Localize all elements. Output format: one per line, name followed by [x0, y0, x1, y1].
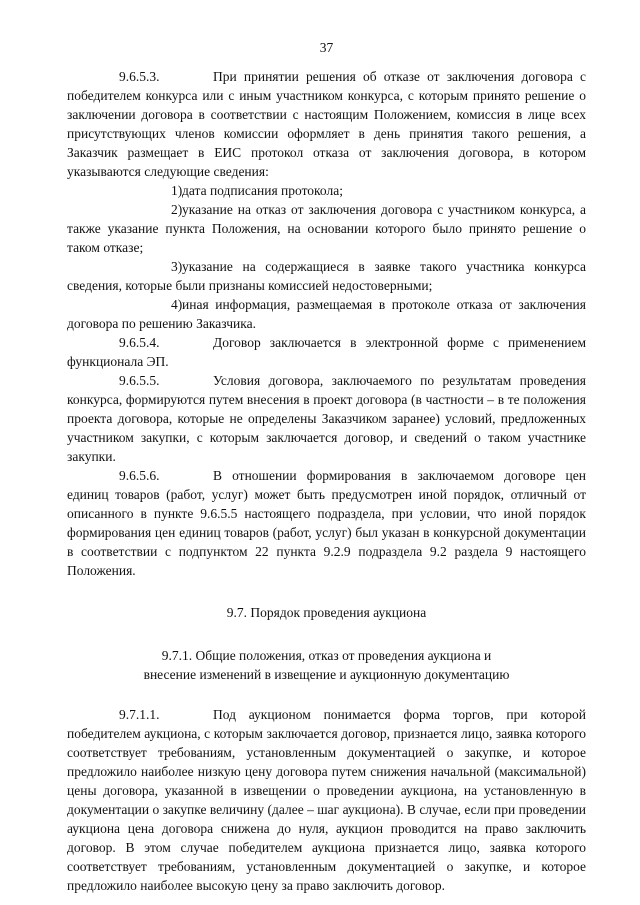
- subsection-heading-line-1: 9.7.1. Общие положения, отказ от проведения аукциона и: [161, 648, 492, 663]
- list-item-text: дата подписания протокола;: [182, 183, 343, 198]
- clause-text: Условия договора, заключаемого по результатам проведения конкурса, формируются путем внесения в проект договора (в частности – в те положения проекта договора, которые не определены Заказчиком заранее) условий, предложенных участником закупки, с которым заключается договор, и сведений о таком участнике закупки.: [67, 373, 586, 464]
- list-item-1: [67, 181, 586, 200]
- list-item-text: указание на содержащиеся в заявке такого участника конкурса сведения, которые были признаны комиссией недостоверными;: [67, 259, 586, 293]
- clause-9-7-1-1: [67, 705, 586, 895]
- list-item-4: [67, 295, 586, 333]
- list-item-3: [67, 257, 586, 295]
- page-number: 37: [319, 40, 334, 55]
- list-item-number: 2): [171, 202, 183, 217]
- clause-9-6-5-5: [67, 371, 586, 466]
- list-item-text: указание на отказ от заключения договора с участником конкурса, а также указание пункта Положения, на основании которого было принято решение о таком отказе;: [67, 202, 586, 255]
- clause-text: В отношении формирования в заключаемом договоре цен единиц товаров (работ, услуг) может быть предусмотрен иной порядок, отличный от описанного в пункте 9.6.5.5 настоящего подраздела, при условии, что иной порядок формирования цен единиц товаров (работ, услуг) был указан в конкурсной документации в соответствии с подпунктом 22 пункта 9.2.9 подраздела 9.2 раздела 9 настоящего Положения.: [67, 468, 586, 578]
- clause-text: Договор заключается в электронной форме с применением функционала ЭП.: [67, 335, 586, 369]
- list-item-text: иная информация, размещаемая в протоколе отказа от заключения договора по решению Заказчика.: [67, 297, 586, 331]
- clause-number: 9.6.5.6.: [119, 468, 160, 483]
- list-item-2: [67, 200, 586, 257]
- clause-number: 9.6.5.4.: [119, 335, 160, 350]
- clause-text: При принятии решения об отказе от заключения договора с победителем конкурса или с иным участником конкурса, с которым принято решение о заключении договора в соответствии с настоящим Положением, комиссия в лице всех присутствующих членов комиссии оформляет в день принятия такого решения, а Заказчик размещает в ЕИС протокол отказа от заключения договора, в котором указываются следующие сведения:: [67, 69, 586, 179]
- list-item-number: 4): [171, 297, 183, 312]
- clause-9-6-5-4: [67, 333, 586, 371]
- section-heading-9-7: 9.7. Порядок проведения аукциона: [226, 605, 427, 620]
- clause-number: 9.6.5.5.: [119, 373, 160, 388]
- clause-number: 9.7.1.1.: [119, 707, 160, 722]
- clause-number: 9.6.5.3.: [119, 69, 160, 84]
- clause-text: Под аукционом понимается форма торгов, при которой победителем аукциона, с которым заключается договор, признается лицо, заявка которого соответствует требованиям, установленным документацией о закупке, и которое предложило наиболее низкую цену договора путем снижения начальной (максимальной) цены договора, указанной в извещении о проведении аукциона, на установленную в документации о закупке величину (далее – шаг аукциона). В случае, если при проведении аукциона цена договора снижена до нуля, аукцион проводится на право заключить договор. В этом случае победителем аукциона признается лицо, заявка которого соответствует требованиям, установленным документацией о закупке, и которое предложило наиболее высокую цену за право заключить договор.: [67, 707, 586, 893]
- clause-9-6-5-6: [67, 466, 586, 580]
- list-item-number: 3): [171, 259, 183, 274]
- subsection-heading-line-2: внесение изменений в извещение и аукционную документацию: [143, 667, 510, 682]
- list-item-number: 1): [171, 183, 183, 198]
- clause-9-6-5-3: [67, 67, 586, 181]
- subsection-heading-9-7-1: [67, 646, 586, 684]
